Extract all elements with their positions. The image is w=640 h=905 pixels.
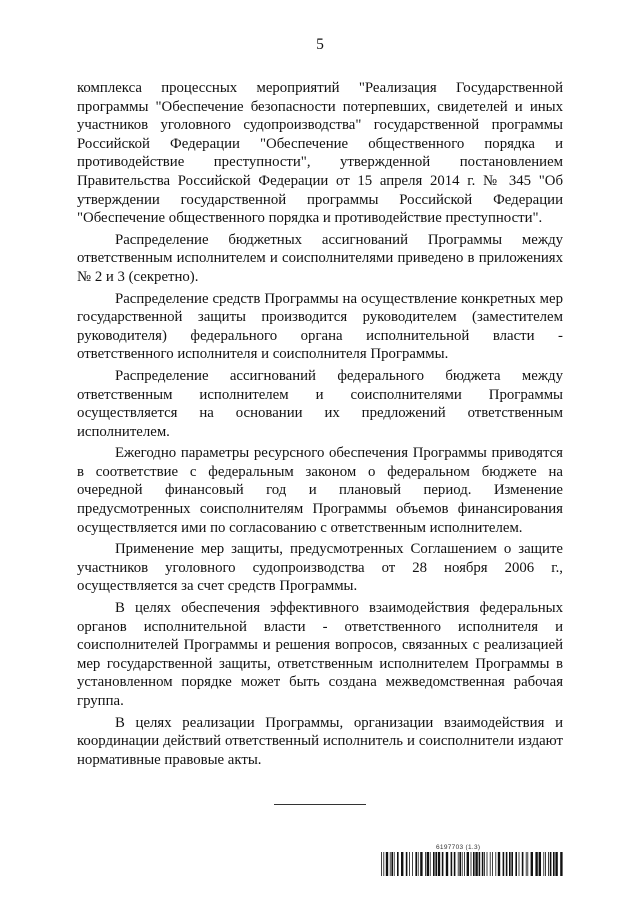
barcode-bar [487, 852, 488, 876]
barcode-bar [430, 852, 431, 876]
barcode-bar [442, 852, 444, 876]
barcode-bar [519, 852, 520, 876]
barcode-bar [425, 852, 426, 876]
barcode-bar [509, 852, 511, 876]
barcode-bar [418, 852, 419, 876]
barcode-bar [550, 852, 552, 876]
barcode [381, 852, 563, 876]
barcode-bar [451, 852, 453, 876]
barcode-bar [464, 852, 465, 876]
paragraph-2: Распределение бюджетных ассигнований Программы между ответственным исполнителем и соисполнителями приведено в приложениях № 2 и 3 (секретно). [77, 231, 563, 285]
barcode-bar [401, 852, 403, 876]
barcode-bar [515, 852, 517, 876]
barcode-bar [503, 852, 505, 876]
barcode-bar [522, 852, 524, 876]
barcode-bar [454, 852, 456, 876]
barcode-bar [548, 852, 549, 876]
barcode-bar [553, 852, 555, 876]
barcode-bar [479, 852, 481, 876]
barcode-bar [506, 852, 508, 876]
document-code: 6197703 (1.3) [436, 844, 481, 851]
barcode-bar [490, 852, 491, 876]
barcode-bar [446, 852, 448, 876]
barcode-bar [386, 852, 388, 876]
barcode-bar [560, 852, 562, 876]
barcode-bar [394, 852, 395, 876]
barcode-bar [381, 852, 382, 876]
barcode-bar [498, 852, 500, 876]
barcode-bar [527, 852, 528, 876]
barcode-bar [438, 852, 440, 876]
paragraph-5: Ежегодно параметры ресурсного обеспечения Программы приводятся в соответствие с федеральным законом о федеральном бюджете на очередной финансовый год и плановый период. Изменение предусмотренных соисполнителям Программы объемов финансирования осуществляется ими по согласованию с ответственным исполнителем. [77, 445, 563, 536]
barcode-bar [397, 852, 399, 876]
barcode-bar [543, 852, 544, 876]
paragraph-6: Применение мер защиты, предусмотренных Соглашением о защите участников уголовного судопроизводства от 28 ноября 2006 г., осуществляется за счет средств Программы. [77, 541, 563, 595]
barcode-bar [484, 852, 485, 876]
document-body [77, 79, 563, 772]
barcode-bar [458, 852, 459, 876]
barcode-bar [433, 852, 435, 876]
barcode-bar [482, 852, 484, 876]
barcode-bar [391, 852, 393, 876]
paragraph-4: Распределение ассигнований федерального бюджета между ответственным исполнителем и соисполнителями Программы осуществляется на основании их предложений ответственным исполнителем. [77, 367, 563, 440]
paragraph-1: комплекса процессных мероприятий "Реализация Государственной программы "Обеспечение безопасности потерпевших, свидетелей и иных участников уголовного судопроизводства" государственной программы Российской Федерации "Обеспечение общественного порядка и противодействие преступности", утвержденной постановлением Правительства Российской Федерации от 15 апреля 2014 г. № 345 "Об утверждении государственной программы Российской Федерации "Обеспечение общественного порядка и противодействие преступности". [77, 80, 563, 227]
barcode-bar [409, 852, 410, 876]
end-divider-line [274, 804, 366, 805]
paragraph-8: В целях реализации Программы, организации взаимодействия и координации действий ответственный исполнитель и соисполнители издают нормативные правовые акты. [77, 714, 563, 768]
barcode-bar [420, 852, 422, 876]
barcode-bar [475, 852, 477, 876]
barcode-bar [406, 852, 408, 876]
barcode-bar [535, 852, 537, 876]
barcode-bar [555, 852, 557, 876]
barcode-bar [462, 852, 463, 876]
page-number: 5 [316, 36, 324, 53]
barcode-bar [435, 852, 437, 876]
barcode-bar [390, 852, 391, 876]
barcode-bar [495, 852, 496, 876]
barcode-bar [539, 852, 541, 876]
paragraph-3: Распределение средств Программы на осуществление конкретных мер государственной защиты производится руководителем (заместителем руководителя) федерального органа исполнительной власти - ответственного исполнителя и соисполнителя Программы. [77, 290, 563, 363]
barcode-bar [412, 852, 413, 876]
barcode-bar [545, 852, 546, 876]
barcode-bar [526, 852, 527, 876]
barcode-bar [415, 852, 417, 876]
barcode-bar [459, 852, 461, 876]
barcode-bar [492, 852, 493, 876]
barcode-bar [427, 852, 429, 876]
barcode-bar [511, 852, 513, 876]
paragraph-7: В целях обеспечения эффективного взаимодействия федеральных органов исполнительной власти - ответственного исполнителя и соисполнителей Программы и решения вопросов, связанных с реализацией мер государственной защиты, ответственным исполнителем Программы в установленном порядке может быть создана межведомственная рабочая группа. [77, 600, 563, 709]
barcode-bar [467, 852, 469, 876]
barcode-bar [383, 852, 384, 876]
barcode-bar [531, 852, 533, 876]
barcode-bar [473, 852, 475, 876]
barcode-bar [471, 852, 472, 876]
